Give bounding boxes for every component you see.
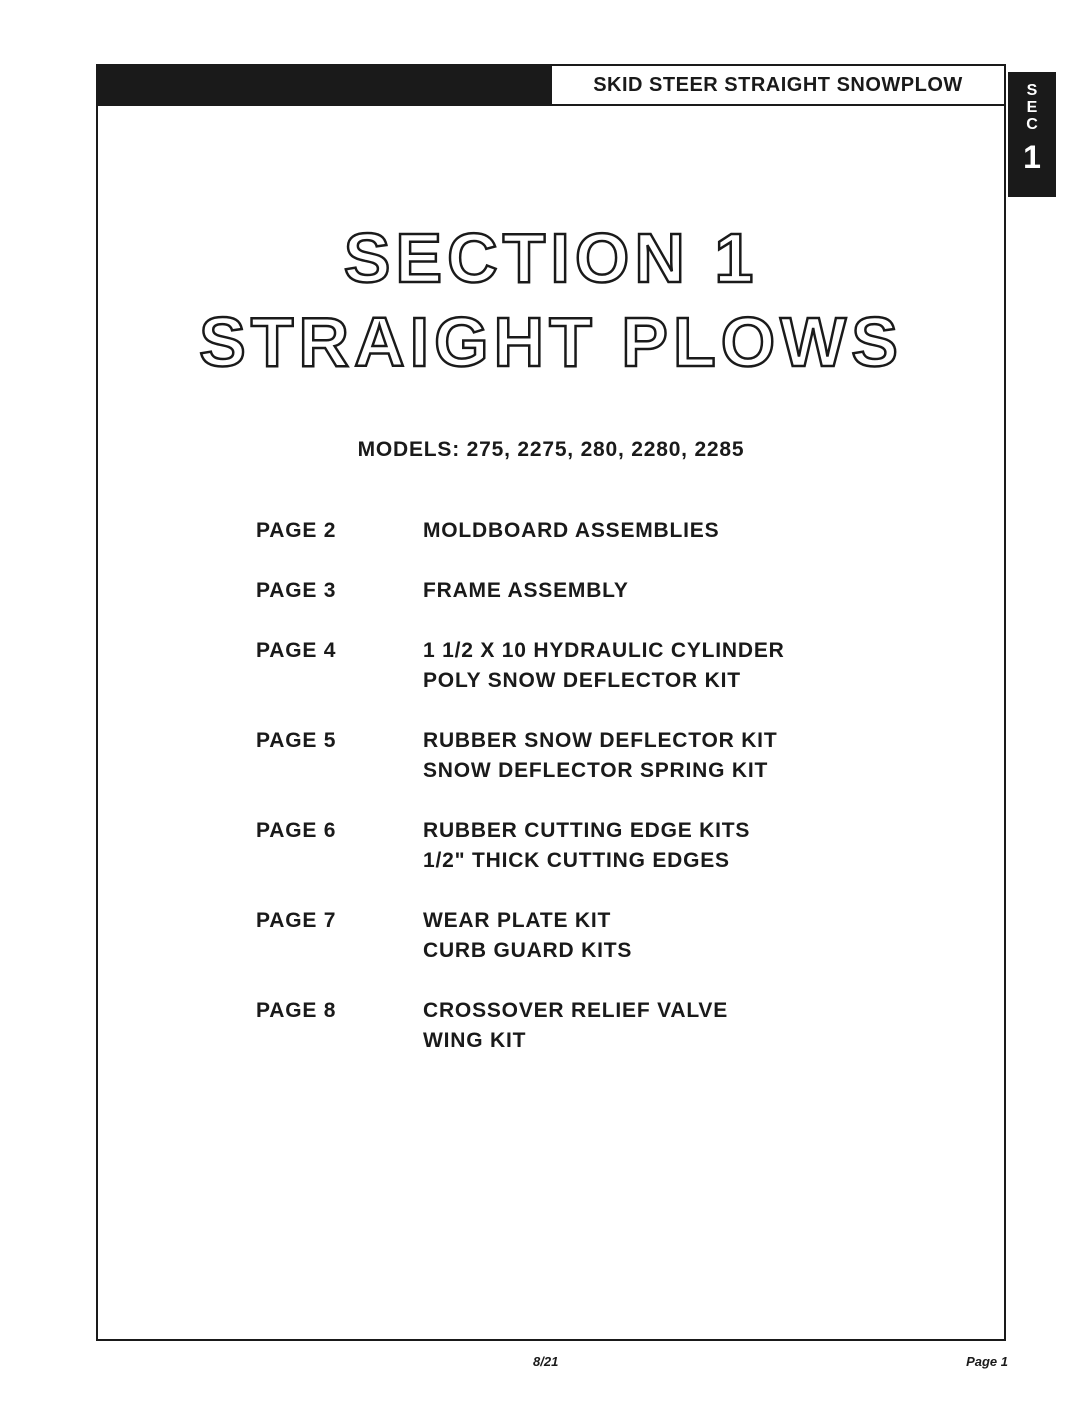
toc-items: [423, 996, 956, 1056]
toc-item: CURB GUARD KITS: [423, 939, 633, 962]
toc-item: POLY SNOW DEFLECTOR KIT: [423, 669, 741, 692]
toc-item: CROSSOVER RELIEF VALVE: [423, 999, 729, 1022]
toc-item: RUBBER SNOW DEFLECTOR KIT: [423, 729, 778, 752]
section-tab: [1008, 72, 1056, 197]
toc-row: [256, 516, 956, 546]
toc-row: [256, 636, 956, 696]
toc-items: [423, 906, 956, 966]
header-black-bar: [98, 66, 552, 106]
section-title: SECTION 1: [343, 219, 759, 297]
toc-page-label: PAGE 3: [256, 579, 337, 602]
toc-item: WEAR PLATE KIT: [423, 909, 612, 932]
table-of-contents: [256, 516, 956, 1086]
toc-row: [256, 726, 956, 786]
models-list: MODELS: 275, 2275, 280, 2280, 2285: [357, 438, 745, 461]
toc-item: RUBBER CUTTING EDGE KITS: [423, 819, 751, 842]
toc-items: [423, 816, 956, 876]
toc-item: SNOW DEFLECTOR SPRING KIT: [423, 759, 769, 782]
section-tab-letter: S: [1026, 82, 1038, 99]
toc-items: [423, 636, 956, 696]
toc-row: [256, 816, 956, 876]
toc-item: 1 1/2 X 10 HYDRAULIC CYLINDER: [423, 639, 785, 662]
toc-page-label: PAGE 5: [256, 729, 337, 752]
section-tab-letter: E: [1026, 99, 1038, 116]
toc-row: [256, 576, 956, 606]
toc-items: [423, 726, 956, 786]
footer-page-number: Page 1: [966, 1354, 1008, 1369]
toc-page-label: PAGE 8: [256, 999, 337, 1022]
toc-page-label: PAGE 7: [256, 909, 337, 932]
toc-page-label: PAGE 6: [256, 819, 337, 842]
toc-row: [256, 996, 956, 1056]
header-title: SKID STEER STRAIGHT SNOWPLOW: [552, 66, 1004, 106]
toc-item: 1/2" THICK CUTTING EDGES: [423, 849, 730, 872]
toc-item: FRAME ASSEMBLY: [423, 579, 629, 602]
toc-page-label: PAGE 4: [256, 639, 337, 662]
toc-page-label: PAGE 2: [256, 519, 337, 542]
toc-item: MOLDBOARD ASSEMBLIES: [423, 519, 720, 542]
footer-date: 8/21: [533, 1354, 559, 1369]
toc-row: [256, 906, 956, 966]
section-tab-number: 1: [1023, 139, 1041, 175]
toc-item: WING KIT: [423, 1029, 527, 1052]
section-tab-letter: C: [1026, 116, 1038, 133]
toc-items: [423, 576, 956, 606]
section-subtitle: STRAIGHT PLOWS: [199, 303, 903, 381]
toc-items: [423, 516, 956, 546]
